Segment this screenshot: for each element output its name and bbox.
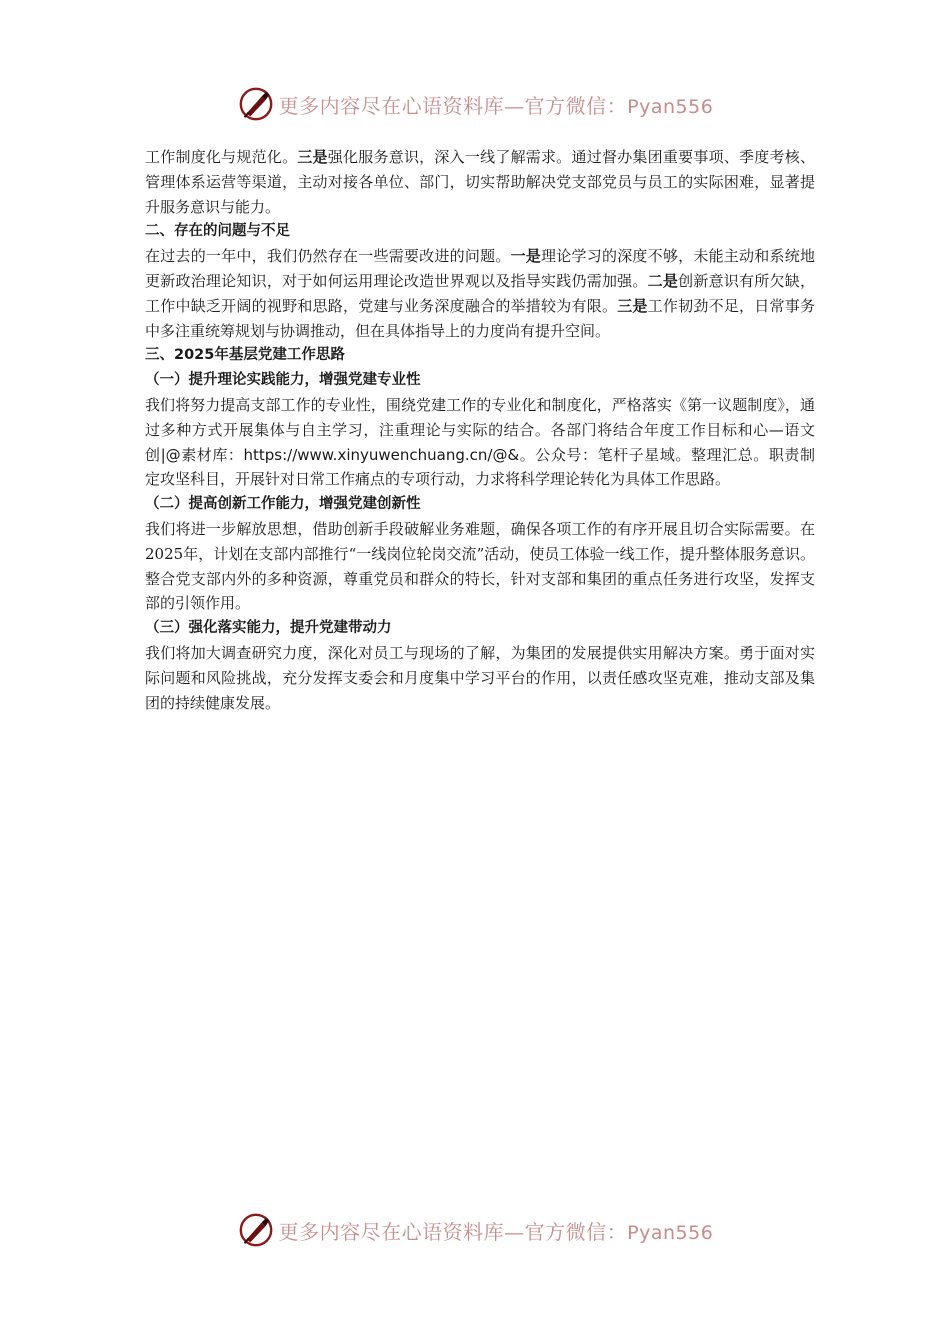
paragraph: 我们将进一步解放思想，借助创新手段破解业务难题，确保各项工作的有序开展且切合实际需要。在2025年，计划在支部内部推行“一线岗位轮岗交流”活动，使员工体验一线工作，提升整体服务意识。整合党支部内外的多种资源，尊重党员和群众的特长，针对支部和集团的重点任务进行攻坚，发挥支部的引领作用。 <box>145 519 815 613</box>
section-heading: 三、2025年基层党建工作思路 <box>145 347 345 364</box>
subsection-heading: （三）强化落实能力，提升党建带动力 <box>145 620 392 637</box>
pen-logo-icon <box>237 1211 275 1249</box>
footer-watermark <box>0 1210 950 1250</box>
watermark-text: 更多内容尽在心语资料库—官方微信：Pyan556 <box>278 1219 714 1244</box>
subsection-heading: （一）提升理论实践能力，增强党建专业性 <box>145 372 421 389</box>
paragraph: 我们将加大调查研究力度，深化对员工与现场的了解，为集团的发展提供实用解决方案。勇于面对实际问题和风险挑战，充分发挥支委会和月度集中学习平台的作用，以责任感攻坚克难，推动支部及集团的持续健康发展。 <box>145 643 815 712</box>
paragraph: 我们将努力提高支部工作的专业性，围绕党建工作的专业化和制度化，严格落实《第一议题制度》，通过多种方式开展集体与自主学习，注重理论与实际的结合。各部门将结合年度工作目标和心—语文创|@素材库：https://www.xinyuwenchuang.cn/@&。公众号：笔杆子星域。整理汇总。职责制定攻坚科目，开展针对日常工作痛点的专项行动，力求将科学理论转化为具体工作思路。 <box>145 395 815 489</box>
pen-logo-icon <box>237 85 275 123</box>
paragraph: 工作制度化与规范化。三是强化服务意识，深入一线了解需求。通过督办集团重要事项、季度考核、管理体系运营等渠道，主动对接各单位、部门，切实帮助解决党支部党员与员工的实际困难，显著提升服务意识与能力。 <box>145 148 815 216</box>
document-body <box>145 145 815 715</box>
header-watermark <box>0 84 950 124</box>
watermark-text: 更多内容尽在心语资料库—官方微信：Pyan556 <box>278 93 714 118</box>
section-heading: 二、存在的问题与不足 <box>145 223 290 240</box>
subsection-heading: （二）提高创新工作能力，增强党建创新性 <box>145 496 421 513</box>
paragraph: 在过去的一年中，我们仍然存在一些需要改进的问题。一是理论学习的深度不够，未能主动和系统地更新政治理论知识，对于如何运用理论改造世界观以及指导实践仍需加强。二是创新意识有所欠缺，工作中缺乏开阔的视野和思路，党建与业务深度融合的举措较为有限。三是工作韧劲不足，日常事务中多注重统筹规划与协调推动，但在具体指导上的力度尚有提升空间。 <box>145 247 815 340</box>
